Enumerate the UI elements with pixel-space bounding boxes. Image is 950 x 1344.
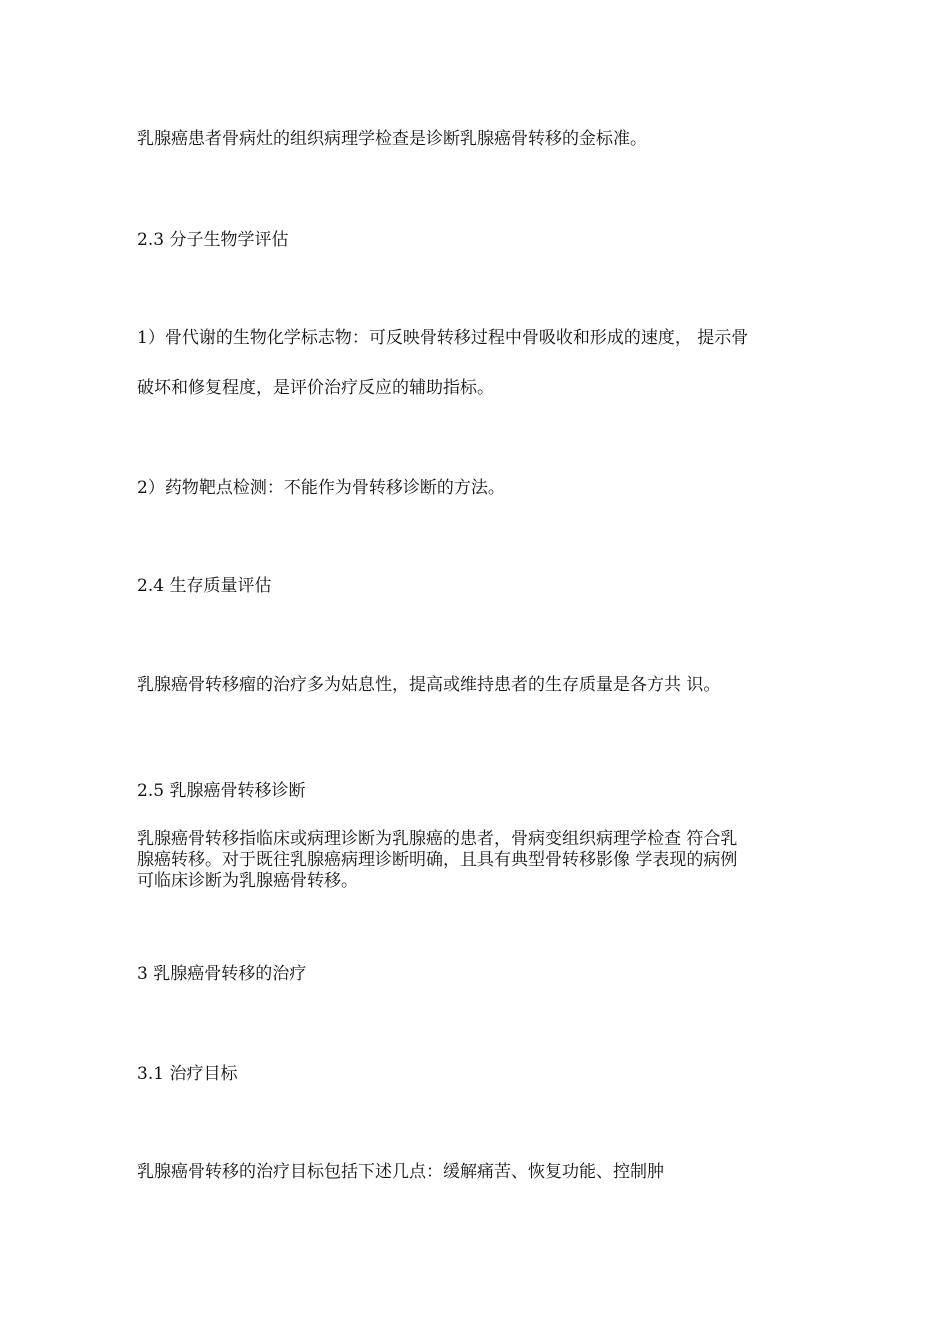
paragraph-diagnosis-line-2: 腺癌转移。对于既往乳腺癌病理诊断明确，且具有典型骨转移影像 学表现的病例 (137, 850, 738, 870)
paragraph-bone-markers-line-2: 破坏和修复程度，是评价治疗反应的辅助指标。 (137, 378, 494, 398)
paragraph-treatment-goals: 乳腺癌骨转移的治疗目标包括下述几点：缓解痛苦、恢复功能、控制肿 (137, 1162, 664, 1182)
heading-2-3: 2.3 分子生物学评估 (137, 230, 289, 250)
paragraph-quality-of-life: 乳腺癌骨转移瘤的治疗多为姑息性，提高或维持患者的生存质量是各方共 识。 (137, 675, 721, 695)
heading-3: 3 乳腺癌骨转移的治疗 (137, 964, 307, 984)
paragraph-diagnosis-line-3: 可临床诊断为乳腺癌骨转移。 (137, 871, 358, 891)
heading-3-1: 3.1 治疗目标 (137, 1064, 238, 1084)
paragraph-diagnosis-line-1: 乳腺癌骨转移指临床或病理诊断为乳腺癌的患者，骨病变组织病理学检查 符合乳 (137, 829, 738, 849)
paragraph-diagnosis (137, 829, 827, 892)
heading-2-5: 2.5 乳腺癌骨转移诊断 (137, 781, 306, 801)
heading-2-4: 2.4 生存质量评估 (137, 576, 272, 596)
paragraph-drug-target: 2）药物靶点检测：不能作为骨转移诊断的方法。 (137, 478, 505, 498)
paragraph-bone-markers-line-1: 1）骨代谢的生物化学标志物：可反映骨转移过程中骨吸收和形成的速度， 提示骨 (137, 328, 749, 348)
paragraph-gold-standard: 乳腺癌患者骨病灶的组织病理学检查是诊断乳腺癌骨转移的金标准。 (137, 129, 647, 149)
